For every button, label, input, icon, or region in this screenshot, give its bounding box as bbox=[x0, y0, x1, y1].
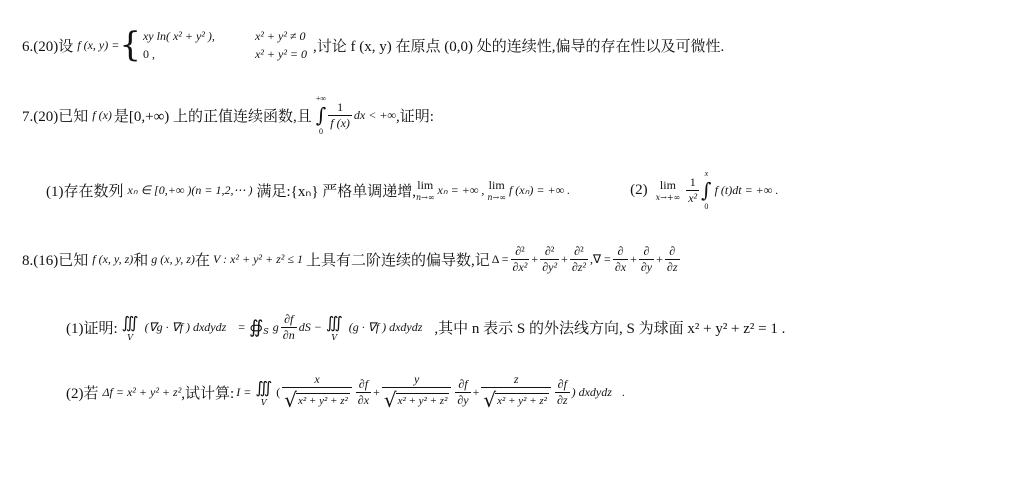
q8-p2-close: ) dxdydz bbox=[571, 384, 612, 399]
q7-lim1 bbox=[416, 178, 435, 202]
q7-p1-xn: xₙ ∈ [0,+∞ )(n = 1,2,⋯ ) bbox=[127, 182, 253, 197]
q8-p2-dy: ∂y bbox=[457, 392, 469, 407]
q7-p1-label: (1)存在数列 bbox=[46, 183, 124, 200]
q7-integral bbox=[316, 94, 326, 136]
q7-lim1-label: lim bbox=[417, 178, 434, 192]
q7-p2-integral bbox=[701, 169, 711, 211]
q8-nabla: ,∇ = bbox=[590, 251, 611, 266]
q8-p2-label: (2)若 bbox=[66, 385, 99, 402]
q7-text1: 是[0,+∞) 上的正值连续函数,且 bbox=[113, 108, 312, 125]
q6-case1-expr: xy ln( x² + y² ), bbox=[142, 29, 215, 43]
q8-p2-frac-x bbox=[282, 372, 352, 412]
q8-p2-df-b: ∂f bbox=[458, 376, 468, 391]
q8-p1-g: g bbox=[272, 319, 279, 334]
q8-p2-period: . bbox=[621, 384, 625, 399]
q8-p1-v-a: V bbox=[127, 332, 134, 342]
q6-number: 6.(20)设 bbox=[22, 38, 74, 55]
q7-lim3-under: x→+∞ bbox=[655, 193, 681, 202]
q8-p1-lhs: (∇g · ∇f ) dxdydz bbox=[144, 319, 227, 334]
q8-p1-ds-minus: dS − bbox=[298, 319, 322, 334]
q8-p2-lap: Δf = x² + y² + z² bbox=[102, 384, 182, 399]
q8-p2-z: z bbox=[513, 372, 519, 386]
q8-dz: ∂z bbox=[666, 259, 678, 274]
q8-dz2: ∂z² bbox=[571, 259, 587, 274]
question-8 bbox=[22, 234, 682, 284]
q8-d-c: ∂ bbox=[669, 243, 676, 258]
q8-p2-df-a: ∂f bbox=[358, 376, 369, 391]
q7-p2-fraction bbox=[686, 175, 699, 206]
q8-in-v: 在 bbox=[194, 252, 210, 269]
q8-p2-dfdz bbox=[555, 377, 570, 408]
q7-lim3 bbox=[656, 178, 681, 202]
question-7 bbox=[22, 90, 434, 140]
q8-plus-a: + bbox=[531, 251, 539, 266]
q6-cases bbox=[143, 27, 307, 63]
q8-p2-plus-b: + bbox=[472, 384, 480, 399]
q7-int-upper: +∞ bbox=[315, 94, 327, 103]
q8-d2-a: ∂² bbox=[515, 243, 525, 258]
q8-p2-sqrt-b bbox=[382, 387, 452, 412]
question-6 bbox=[22, 22, 724, 68]
q7-p2-frac-num: 1 bbox=[689, 174, 696, 189]
q8-plus-b: + bbox=[561, 251, 568, 266]
q7-parts bbox=[46, 165, 778, 215]
q8-p1-rhs: (g · ∇f ) dxdydz bbox=[348, 319, 423, 334]
q8-p2-y: y bbox=[413, 372, 420, 386]
q8-p1-triple-a bbox=[122, 313, 139, 342]
q8-v-set: V : x² + y² + z² ≤ 1 bbox=[212, 251, 303, 266]
q8-d2-c: ∂² bbox=[574, 243, 584, 258]
q6-brace: { bbox=[119, 25, 141, 65]
q7-lim2-expr: f (xₙ) = +∞ . bbox=[508, 182, 571, 197]
q8-p2-root-b: x² + y² + z² bbox=[397, 395, 448, 407]
q8-frac-dx2 bbox=[511, 244, 530, 275]
q8-frac-dz2 bbox=[570, 244, 588, 275]
q8-p2-plus-a: + bbox=[373, 384, 380, 399]
q8-p1-surf-sub: S bbox=[263, 326, 269, 336]
q8-gxyz: g (x, y, z) bbox=[151, 251, 195, 266]
q7-lim1-expr: xₙ = +∞ , bbox=[437, 182, 485, 197]
q8-part-1 bbox=[66, 302, 785, 352]
q8-dx2: ∂x² bbox=[512, 259, 528, 274]
q8-p2-radical-a: √ bbox=[284, 388, 297, 412]
q8-plus-c: + bbox=[630, 251, 637, 266]
q7-frac-num: 1 bbox=[337, 99, 344, 114]
q8-p1-triple-b bbox=[326, 313, 343, 342]
q8-d2-b: ∂² bbox=[544, 243, 555, 258]
q8-p1-dn: ∂n bbox=[282, 327, 295, 342]
q8-p2-I: I = bbox=[236, 384, 252, 399]
q7-fraction bbox=[328, 100, 352, 131]
q8-p2-dz: ∂z bbox=[556, 392, 568, 407]
q8-plus-d: + bbox=[656, 251, 663, 266]
q8-p1-surface-integral: ∯ bbox=[249, 316, 264, 337]
q8-p2-radical-c: √ bbox=[483, 388, 497, 412]
q7-lim2-under: n→∞ bbox=[487, 193, 506, 202]
q6-case2-cond: x² + y² = 0 bbox=[254, 47, 308, 61]
q8-number: 8.(16)已知 bbox=[22, 252, 89, 269]
q8-p2-sqrt-a bbox=[282, 387, 352, 412]
q8-p2-triple-sign: ∭ bbox=[255, 379, 273, 397]
q7-p2-int-upper: x bbox=[704, 169, 709, 178]
q8-p2-frac-y bbox=[382, 372, 452, 412]
q8-p2-df-c: ∂f bbox=[557, 376, 567, 391]
q7-p2-int-lower: 0 bbox=[704, 202, 709, 211]
q8-delta: Δ = bbox=[491, 251, 509, 266]
q8-p2-v: V bbox=[260, 397, 267, 407]
q7-int-lower: 0 bbox=[319, 127, 324, 136]
q7-lim3-label: lim bbox=[659, 178, 676, 192]
q6-text: ,讨论 f (x, y) 在原点 (0,0) 处的连续性,偏导的存在性以及可微性. bbox=[313, 38, 725, 55]
q8-part-2 bbox=[66, 365, 625, 419]
q8-p2-text: ,试计算: bbox=[181, 385, 235, 402]
q7-lim1-under: n→∞ bbox=[416, 193, 435, 202]
q8-frac-dy2 bbox=[540, 244, 559, 275]
q8-p1-df: ∂f bbox=[284, 311, 294, 326]
q8-p2-dx: ∂x bbox=[357, 392, 370, 407]
q7-dx-cond: dx < +∞ bbox=[353, 107, 396, 122]
q8-and: 和 bbox=[133, 252, 149, 269]
q8-dy2: ∂y² bbox=[542, 259, 558, 274]
q8-p1-tail: ,其中 n 表示 S 的外法线方向, S 为球面 x² + y² + z² = 1 . bbox=[434, 320, 786, 337]
q8-p1-v-b: V bbox=[331, 332, 338, 342]
q6-fxy: f (x, y) = bbox=[77, 37, 120, 52]
q7-p2-label: (2) bbox=[630, 181, 648, 198]
q8-p2-root-c: x² + y² + z² bbox=[497, 395, 547, 407]
q8-p2-frac-z bbox=[481, 372, 551, 412]
q8-p2-sqrt-c bbox=[481, 387, 551, 412]
q8-p1-triple-a-sign: ∭ bbox=[121, 314, 139, 332]
q8-d-a: ∂ bbox=[617, 243, 624, 258]
q8-fxyz: f (x, y, z) bbox=[92, 251, 134, 266]
q8-p2-x: x bbox=[314, 372, 320, 386]
q8-dx: ∂x bbox=[614, 259, 627, 274]
q8-frac-dy bbox=[639, 244, 654, 275]
q8-p2-triple bbox=[255, 378, 272, 407]
q6-case2-expr: 0 , bbox=[142, 47, 155, 61]
q8-p2-open: ( bbox=[276, 384, 281, 399]
q8-frac-dx bbox=[613, 244, 628, 275]
q7-int-sign: ∫ bbox=[315, 103, 327, 127]
q8-text1: 上具有二阶连续的偏导数,记 bbox=[305, 252, 490, 269]
q7-p2-frac-den: x² bbox=[688, 190, 698, 205]
q7-frac-den: f (x) bbox=[330, 115, 350, 130]
q8-p1-dfdn bbox=[281, 312, 297, 343]
q8-d-b: ∂ bbox=[643, 243, 650, 258]
q7-p2-int-sign: ∫ bbox=[701, 178, 712, 202]
q8-p2-radical-b: √ bbox=[383, 388, 397, 412]
q8-p2-root-a: x² + y² + z² bbox=[297, 395, 348, 407]
q7-p1-text: 满足:{xₙ} 严格单调递增, bbox=[256, 183, 417, 200]
q7-lim2 bbox=[487, 178, 506, 202]
q8-dy: ∂y bbox=[640, 259, 653, 274]
q8-p2-dfdx bbox=[356, 377, 371, 408]
q7-number: 7.(20)已知 bbox=[22, 108, 89, 125]
q8-p2-dfdy bbox=[455, 377, 470, 408]
q8-frac-dz bbox=[665, 244, 680, 275]
q7-text2: ,证明: bbox=[395, 108, 434, 125]
q6-case1-cond: x² + y² ≠ 0 bbox=[254, 29, 306, 43]
q7-lim2-label: lim bbox=[488, 178, 505, 192]
q8-p1-triple-b-sign: ∭ bbox=[325, 314, 343, 332]
q7-fx: f (x) bbox=[92, 107, 112, 122]
q8-p1-eq: = bbox=[238, 319, 246, 334]
q7-p2-expr: f (t)dt = +∞ . bbox=[714, 182, 779, 197]
q8-p1-label: (1)证明: bbox=[66, 320, 118, 337]
